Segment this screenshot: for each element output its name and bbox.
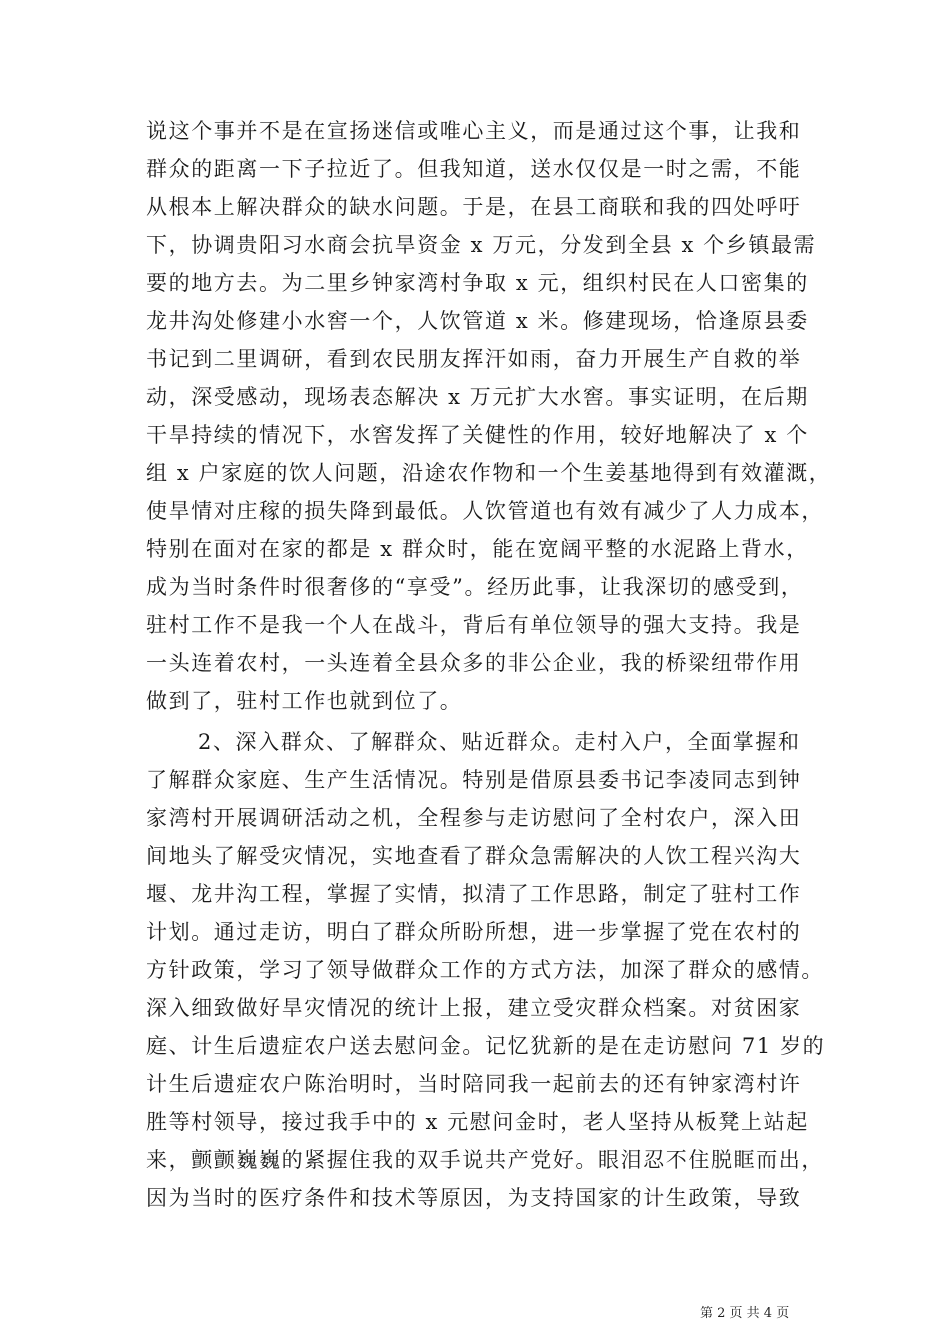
- paragraph-1-line-12: 特别在面对在家的都是 x 群众时，能在宽阔平整的水泥路上背水，: [146, 537, 809, 561]
- paragraph-2-line-3: 家湾村开展调研活动之机，全程参与走访慰问了全村农户，深入田: [146, 806, 802, 830]
- paragraph-1-line-2: 群众的距离一下子拉近了。但我知道，送水仅仅是一时之需，不能: [146, 157, 802, 181]
- paragraph-1-line-11: 使旱情对庄稼的损失降到最低。人饮管道也有效有减少了人力成本，: [146, 499, 824, 523]
- paragraph-1-line-15: 一头连着农村，一头连着全县众多的非公企业，我的桥梁纽带作用: [146, 651, 802, 675]
- paragraph-2-line-2: 了解群众家庭、生产生活情况。特别是借原县委书记李凌同志到钟: [146, 768, 802, 792]
- paragraph-2-line-12: 来，颤颤巍巍的紧握住我的双手说共产党好。眼泪忍不住脱眶而出，: [146, 1148, 824, 1172]
- paragraph-1-line-7: 书记到二里调研，看到农民朋友挥汗如雨，奋力开展生产自救的举: [146, 347, 802, 371]
- paragraph-1-line-9: 干旱持续的情况下，水窖发挥了关健性的作用，较好地解决了 x 个: [146, 423, 809, 447]
- paragraph-2-line-4: 间地头了解受灾情况，实地查看了群众急需解决的人饮工程兴沟大: [146, 844, 802, 868]
- page-footer: [700, 1306, 820, 1322]
- paragraph-2-line-8: 深入细致做好旱灾情况的统计上报，建立受灾群众档案。对贫困家: [146, 996, 802, 1020]
- paragraph-1-line-13: 成为当时条件时很奢侈的“享受”。经历此事，让我深切的感受到，: [146, 575, 804, 599]
- paragraph-2-line-11: 胜等村领导，接过我手中的 x 元慰问金时，老人坚持从板凳上站起: [146, 1110, 809, 1134]
- paragraph-2-line-5: 堰、龙井沟工程，掌握了实情，拟清了工作思路，制定了驻村工作: [146, 882, 802, 906]
- paragraph-2-line-13: 因为当时的医疗条件和技术等原因，为支持国家的计生政策，导致: [146, 1186, 802, 1210]
- paragraph-1-line-10: 组 x 户家庭的饮人问题，沿途农作物和一个生姜基地得到有效灌溉，: [146, 461, 832, 485]
- paragraph-1-line-6: 龙井沟处修建小水窖一个，人饮管道 x 米。修建现场，恰逢原县委: [146, 309, 809, 333]
- paragraph-1-line-5: 要的地方去。为二里乡钟家湾村争取 x 元，组织村民在人口密集的: [146, 271, 809, 295]
- paragraph-1-line-3: 从根本上解决群众的缺水问题。于是，在县工商联和我的四处呼吁: [146, 195, 802, 219]
- paragraph-2-line-1: 2、深入群众、了解群众、贴近群众。走村入户，全面掌握和: [198, 730, 801, 754]
- paragraph-2-line-6: 计划。通过走访，明白了群众所盼所想，进一步掌握了党在农村的: [146, 920, 802, 944]
- paragraph-1-line-1: 说这个事并不是在宣扬迷信或唯心主义，而是通过这个事，让我和: [146, 119, 802, 143]
- paragraph-1-line-16: 做到了，驻村工作也就到位了。: [146, 689, 463, 713]
- paragraph-1-line-14: 驻村工作不是我一个人在战斗，背后有单位领导的强大支持。我是: [146, 613, 802, 637]
- paragraph-2-line-9: 庭、计生后遗症农户送去慰问金。记忆犹新的是在走访慰问 71 岁的: [146, 1034, 826, 1058]
- paragraph-2-line-7: 方针政策，学习了领导做群众工作的方式方法，加深了群众的感情。: [146, 958, 824, 982]
- document-body: [146, 112, 832, 1217]
- paragraph-2-line-10: 计生后遗症农户陈治明时，当时陪同我一起前去的还有钟家湾村许: [146, 1072, 802, 1096]
- paragraph-1-line-4: 下，协调贵阳习水商会抗旱资金 x 万元，分发到全县 x 个乡镇最需: [146, 233, 817, 257]
- page-number-label: 第 2 页 共 4 页: [700, 1306, 790, 1321]
- paragraph-1-line-8: 动，深受感动，现场表态解决 x 万元扩大水窖。事实证明，在后期: [146, 385, 809, 409]
